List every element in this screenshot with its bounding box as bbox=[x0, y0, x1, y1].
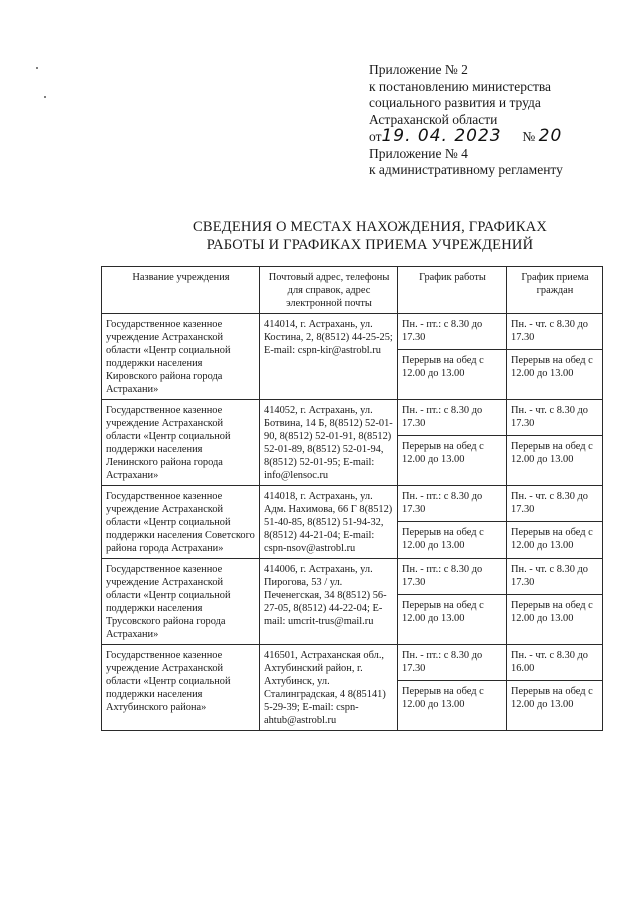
institution-name: Государственное казенное учреждение Астраханской области «Центр социальной поддержки населения Трусовского района города Астрахани» bbox=[102, 559, 260, 645]
institution-address: 416501, Астраханская обл., Ахтубинский район, г. Ахтубинск, ул. Сталинградская, 4 8(85141) 5-29-39; E-mail: cspn-ahtub@astrobl.ru bbox=[260, 645, 398, 731]
scan-speck bbox=[44, 96, 46, 98]
work-lunch-break: Перерыв на обед с 12.00 до 13.00 bbox=[398, 681, 507, 731]
work-lunch-break: Перерыв на обед с 12.00 до 13.00 bbox=[398, 522, 507, 559]
reception-hours: Пн. - чт. с 8.30 до 17.30 bbox=[507, 400, 603, 436]
institutions-table bbox=[101, 266, 603, 731]
column-header-work-schedule: График работы bbox=[398, 267, 507, 314]
work-lunch-break: Перерыв на обед с 12.00 до 13.00 bbox=[398, 350, 507, 400]
institution-address: 414018, г. Астрахань, ул. Адм. Нахимова, 66 Г 8(8512) 51-40-85, 8(8512) 51-94-32, 8(8512) 44-21-04; E-mail: cspn-nsov@astrobl.ru bbox=[260, 486, 398, 559]
date-prefix: от bbox=[369, 129, 382, 144]
reception-lunch-break: Перерыв на обед с 12.00 до 13.00 bbox=[507, 595, 603, 645]
number-prefix: № bbox=[522, 129, 536, 144]
reception-hours: Пн. - чт. с 8.30 до 17.30 bbox=[507, 559, 603, 595]
reception-hours: Пн. - чт. с 8.30 до 16.00 bbox=[507, 645, 603, 681]
table-row bbox=[102, 486, 603, 522]
table-row bbox=[102, 400, 603, 436]
header-line: Астраханской области bbox=[369, 111, 498, 127]
work-hours: Пн. - пт.: с 8.30 до 17.30 bbox=[398, 314, 507, 350]
header-line: к постановлению министерства bbox=[369, 78, 552, 94]
work-hours: Пн. - пт.: с 8.30 до 17.30 bbox=[398, 486, 507, 522]
institution-name: Государственное казенное учреждение Астраханской области «Центр социальной поддержки населения Ленинского района города Астрахани» bbox=[102, 400, 260, 486]
reception-hours: Пн. - чт. с 8.30 до 17.30 bbox=[507, 486, 603, 522]
reception-lunch-break: Перерыв на обед с 12.00 до 13.00 bbox=[507, 522, 603, 559]
institution-address: 414006, г. Астрахань, ул. Пирогова, 53 / ул. Печенегская, 34 8(8512) 56-27-05, 8(8512) 44-22-04; E-mail: umcrit-trus@mail.ru bbox=[260, 559, 398, 645]
reception-hours: Пн. - чт. с 8.30 до 17.30 bbox=[507, 314, 603, 350]
reception-lunch-break: Перерыв на обед с 12.00 до 13.00 bbox=[507, 681, 603, 731]
work-lunch-break: Перерыв на обед с 12.00 до 13.00 bbox=[398, 436, 507, 486]
institution-name: Государственное казенное учреждение Астраханской области «Центр социальной поддержки населения Советского района города Астрахани» bbox=[102, 486, 260, 559]
reception-lunch-break: Перерыв на обед с 12.00 до 13.00 bbox=[507, 350, 603, 400]
institution-address: 414014, г. Астрахань, ул. Костина, 2, 8(8512) 44-25-25; E-mail: cspn-kir@astrobl.ru bbox=[260, 314, 398, 400]
header-line: социального развития и труда bbox=[369, 95, 541, 110]
table-header-row bbox=[102, 267, 603, 314]
document-title bbox=[100, 218, 640, 254]
column-header-name: Название учреждения bbox=[102, 267, 260, 314]
work-hours: Пн. - пт.: с 8.30 до 17.30 bbox=[398, 400, 507, 436]
scan-speck bbox=[36, 67, 38, 69]
table-row bbox=[102, 645, 603, 681]
title-line: СВЕДЕНИЯ О МЕСТАХ НАХОЖДЕНИЯ, ГРАФИКАХ bbox=[192, 219, 548, 235]
handwritten-date: 19. 04. 2023 bbox=[381, 126, 502, 146]
institution-name: Государственное казенное учреждение Астраханской области «Центр социальной поддержки населения Ахтубинского района» bbox=[102, 645, 260, 731]
institution-name: Государственное казенное учреждение Астраханской области «Центр социальной поддержки населения Кировского района города Астрахани» bbox=[102, 314, 260, 400]
header-line: к административному регламенту bbox=[369, 162, 563, 177]
appendix-header bbox=[369, 62, 619, 179]
institution-address: 414052, г. Астрахань, ул. Ботвина, 14 Б, 8(8512) 52-01-90, 8(8512) 52-01-91, 8(8512) 52-01-89, 8(8512) 52-01-94, 8(8512) 52-01-95; E-mail: info@lensoc.ru bbox=[260, 400, 398, 486]
table-row bbox=[102, 559, 603, 595]
table-row bbox=[102, 314, 603, 350]
reception-lunch-break: Перерыв на обед с 12.00 до 13.00 bbox=[507, 436, 603, 486]
handwritten-number: 20 bbox=[538, 126, 563, 146]
work-hours: Пн. - пт.: с 8.30 до 17.30 bbox=[398, 559, 507, 595]
header-date-line bbox=[369, 128, 619, 146]
column-header-address: Почтовый адрес, телефоны для справок, адрес электронной почты bbox=[260, 267, 398, 314]
work-hours: Пн. - пт.: с 8.30 до 17.30 bbox=[398, 645, 507, 681]
column-header-reception-schedule: График приема граждан bbox=[507, 267, 603, 314]
header-line: Приложение № 2 bbox=[369, 62, 468, 77]
header-line: Приложение № 4 bbox=[369, 145, 468, 161]
work-lunch-break: Перерыв на обед с 12.00 до 13.00 bbox=[398, 595, 507, 645]
title-line: РАБОТЫ И ГРАФИКАХ ПРИЕМА УЧРЕЖДЕНИЙ bbox=[206, 237, 534, 253]
